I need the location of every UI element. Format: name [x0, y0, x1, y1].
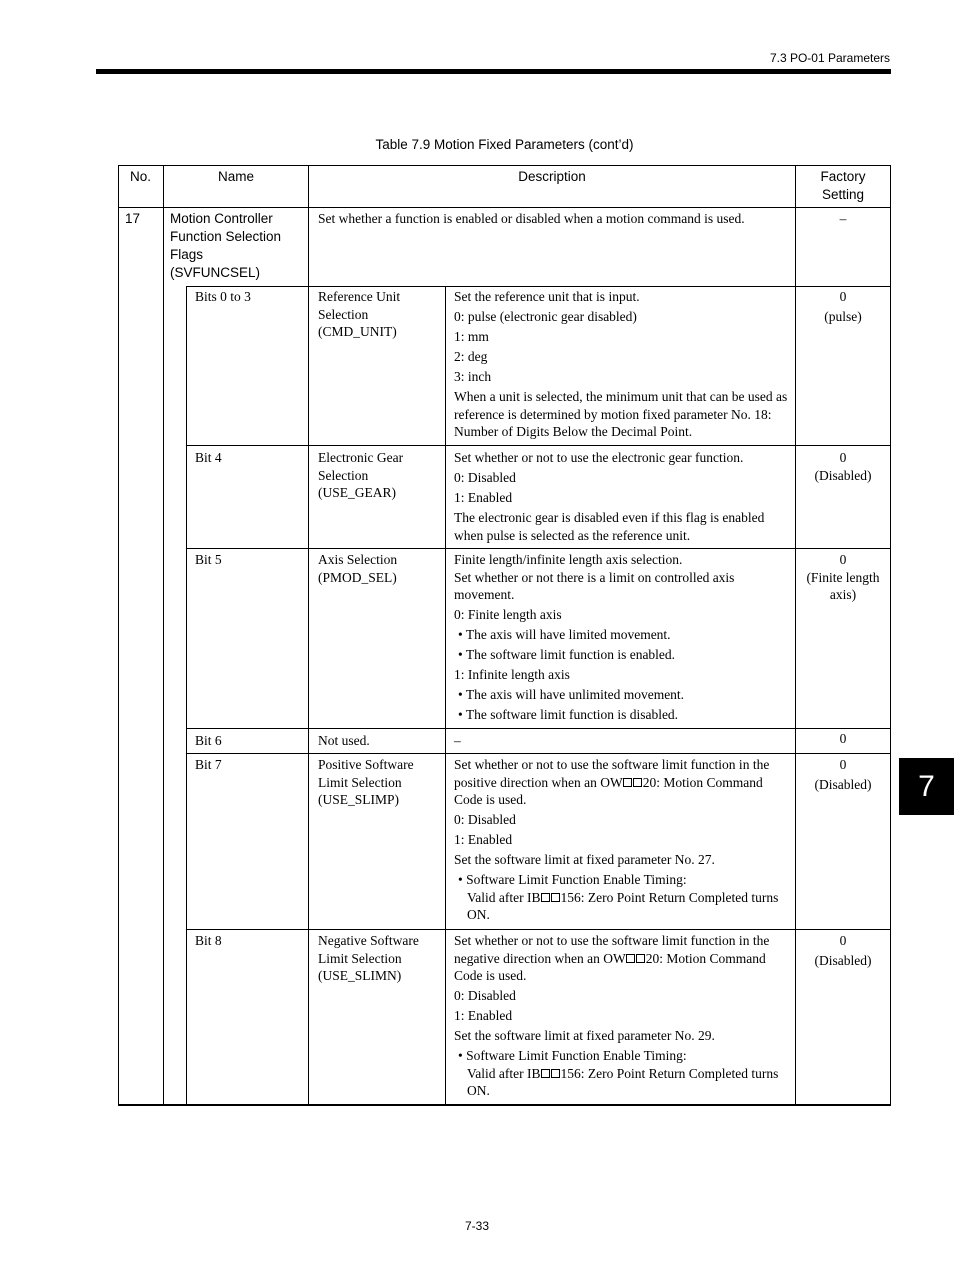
- desc-line: 0: Disabled: [454, 470, 516, 485]
- table-border-bottom: [118, 1104, 891, 1106]
- desc-line: 2: deg: [454, 349, 488, 364]
- row-divider: [186, 728, 891, 729]
- bit-label: Bit 8: [195, 933, 222, 948]
- desc-line: 3: inch: [454, 369, 492, 384]
- row-divider: [186, 548, 891, 549]
- bit-factory-setting: 0: [839, 731, 847, 746]
- bit-factory-setting: [796, 756, 890, 793]
- bit-name-line: Negative Software: [318, 933, 419, 948]
- row-divider: [186, 753, 891, 754]
- header-rule: [96, 69, 891, 74]
- col-header-no: No.: [129, 169, 151, 184]
- desc-bullet: • The axis will have unlimited movement.: [458, 687, 685, 702]
- bit-name: [318, 932, 442, 985]
- bit-name-line: (USE_GEAR): [318, 485, 396, 500]
- table-border-left: [118, 165, 119, 1105]
- col-divider-bit-name: [308, 286, 309, 1105]
- table-caption: Table 7.9 Motion Fixed Parameters (cont’d): [375, 137, 634, 152]
- desc-line: 1: mm: [454, 329, 489, 344]
- bit-name: [318, 449, 442, 502]
- bit-name-line: Electronic Gear: [318, 450, 404, 465]
- factory-line: 0: [839, 552, 847, 567]
- bit-name: [318, 756, 442, 809]
- col-header-name: Name: [217, 169, 254, 184]
- desc-line: Set the software limit at fixed parameter No. 27.: [454, 852, 715, 867]
- desc-text: 20: Motion Command Code is used.: [454, 950, 766, 983]
- bit-name-line: (USE_SLIMN): [318, 968, 402, 983]
- desc-line: 1: Enabled: [454, 832, 513, 847]
- bit-label: Bit 4: [195, 450, 222, 465]
- desc-line: Set whether or not there is a limit on controlled axis movement.: [454, 569, 735, 602]
- bit-name: Not used.: [318, 733, 370, 748]
- bit-name: [318, 551, 442, 586]
- desc-text: 156: Zero Point Return Completed turns ON.: [467, 1065, 779, 1098]
- col-header-factory-line: Factory: [820, 169, 866, 184]
- bit-name-line: Positive Software: [318, 757, 414, 772]
- placeholder-box-icon: [551, 893, 560, 902]
- col-header-description: Description: [518, 169, 586, 184]
- desc-bullet-cont: [454, 1065, 792, 1100]
- table-border-right: [890, 165, 891, 1105]
- desc-line: 0: Finite length axis: [454, 607, 562, 622]
- bit-description: [454, 551, 792, 726]
- factory-line: (Disabled): [814, 952, 872, 968]
- desc-line: 1: Enabled: [454, 1008, 513, 1023]
- col-header-factory: [796, 168, 890, 204]
- param-name-line: Flags: [170, 247, 204, 262]
- desc-line: 0: pulse (electronic gear disabled): [454, 309, 637, 324]
- page-number: 7-33: [464, 1219, 490, 1233]
- bit-name-line: Reference Unit: [318, 289, 401, 304]
- bit-factory-setting: [796, 932, 890, 969]
- desc-line: [454, 756, 792, 809]
- param-number: 17: [125, 211, 141, 226]
- desc-line: Set the software limit at fixed parameter No. 29.: [454, 1028, 715, 1043]
- bit-description: [454, 288, 792, 443]
- running-header: 7.3 PO-01 Parameters: [769, 51, 890, 65]
- table-border-top: [118, 165, 891, 166]
- placeholder-box-icon: [541, 1069, 550, 1078]
- param-name-line: Motion Controller: [170, 211, 273, 226]
- factory-line: 0: [839, 450, 847, 465]
- factory-line: 0: [839, 757, 847, 772]
- bit-label: Bit 7: [195, 757, 222, 772]
- bit-name-line: Selection: [318, 467, 369, 483]
- bit-description: –: [454, 733, 461, 748]
- bit-name-line: Axis Selection: [318, 552, 398, 567]
- desc-line: 1: Enabled: [454, 490, 513, 505]
- desc-text: 20: Motion Command Code is used.: [454, 774, 763, 807]
- bit-name-line: Selection: [318, 306, 369, 322]
- placeholder-box-icon: [626, 954, 635, 963]
- desc-text: 156: Zero Point Return Completed turns ON.: [467, 889, 779, 922]
- bit-label: Bit 6: [195, 733, 222, 748]
- bit-name-line: Limit Selection: [318, 774, 402, 790]
- bit-factory-setting: [796, 288, 890, 328]
- factory-line: (pulse): [824, 309, 862, 324]
- placeholder-box-icon: [633, 778, 642, 787]
- bit-label: Bits 0 to 3: [195, 289, 251, 304]
- desc-bullet: • The software limit function is enabled.: [458, 647, 676, 662]
- desc-text: Set whether or not to use the software limit function in the negative direction when an OW: [454, 933, 770, 966]
- param-description: Set whether a function is enabled or disabled when a motion command is used.: [318, 211, 745, 226]
- desc-bullet: • The axis will have limited movement.: [458, 627, 671, 642]
- desc-bullet-cont: [454, 889, 792, 924]
- param-name-line: (SVFUNCSEL): [170, 265, 261, 280]
- placeholder-box-icon: [636, 954, 645, 963]
- param-name: [170, 210, 306, 282]
- bit-description: [454, 932, 792, 1100]
- desc-line: When a unit is selected, the minimum unit that can be used as reference is determined by motion fixed parameter No. 18: Number of Digits Below the Decimal Point.: [454, 389, 788, 439]
- placeholder-box-icon: [551, 1069, 560, 1078]
- desc-line: Finite length/infinite length axis selection.: [454, 552, 683, 567]
- factory-line: (Disabled): [814, 776, 872, 792]
- desc-line: 1: Infinite length axis: [454, 667, 570, 682]
- bit-name-line: (USE_SLIMP): [318, 792, 400, 807]
- col-divider-bit-desc: [445, 286, 446, 1105]
- row-divider: [186, 929, 891, 930]
- factory-line: 0: [839, 933, 847, 948]
- row-divider: [186, 445, 891, 446]
- desc-line: 0: Disabled: [454, 988, 516, 1003]
- desc-bullet: • The software limit function is disabled.: [458, 707, 679, 722]
- desc-text: Valid after IB: [467, 1065, 541, 1081]
- factory-line: 0: [839, 289, 847, 304]
- placeholder-box-icon: [623, 778, 632, 787]
- col-divider-no: [163, 165, 164, 1105]
- desc-text: Set whether or not to use the software limit function in the positive direction when an OW: [454, 757, 770, 790]
- desc-line: The electronic gear is disabled even if this flag is enabled when pulse is selected as the reference unit.: [454, 510, 765, 543]
- desc-line: 0: Disabled: [454, 812, 516, 827]
- desc-bullet: • Software Limit Function Enable Timing:: [458, 1048, 687, 1063]
- header-divider: [118, 207, 891, 208]
- bit-description: [454, 756, 792, 924]
- desc-line: Set the reference unit that is input.: [454, 289, 640, 304]
- bit-factory-setting: [796, 551, 890, 604]
- bit-name-line: (PMOD_SEL): [318, 569, 397, 585]
- factory-line: (Disabled): [814, 467, 872, 483]
- desc-text: Valid after IB: [467, 889, 541, 905]
- col-header-factory-line: Setting: [821, 187, 865, 202]
- factory-line: (Finite length axis): [806, 569, 880, 602]
- desc-line: Set whether or not to use the electronic gear function.: [454, 450, 744, 465]
- col-divider-bit: [186, 286, 187, 1105]
- bit-factory-setting: [796, 449, 890, 484]
- param-name-line: Function Selection: [170, 229, 282, 244]
- placeholder-box-icon: [541, 893, 550, 902]
- bit-description: [454, 449, 792, 547]
- param-factory-setting: –: [839, 211, 847, 226]
- desc-line: [454, 932, 792, 985]
- bit-name-line: (CMD_UNIT): [318, 324, 397, 339]
- bit-name-line: Limit Selection: [318, 950, 402, 966]
- bit-name: [318, 288, 442, 341]
- row-divider: [186, 286, 891, 287]
- chapter-tab: 7: [899, 758, 954, 815]
- desc-bullet: • Software Limit Function Enable Timing:: [458, 872, 687, 887]
- bit-label: Bit 5: [195, 552, 222, 567]
